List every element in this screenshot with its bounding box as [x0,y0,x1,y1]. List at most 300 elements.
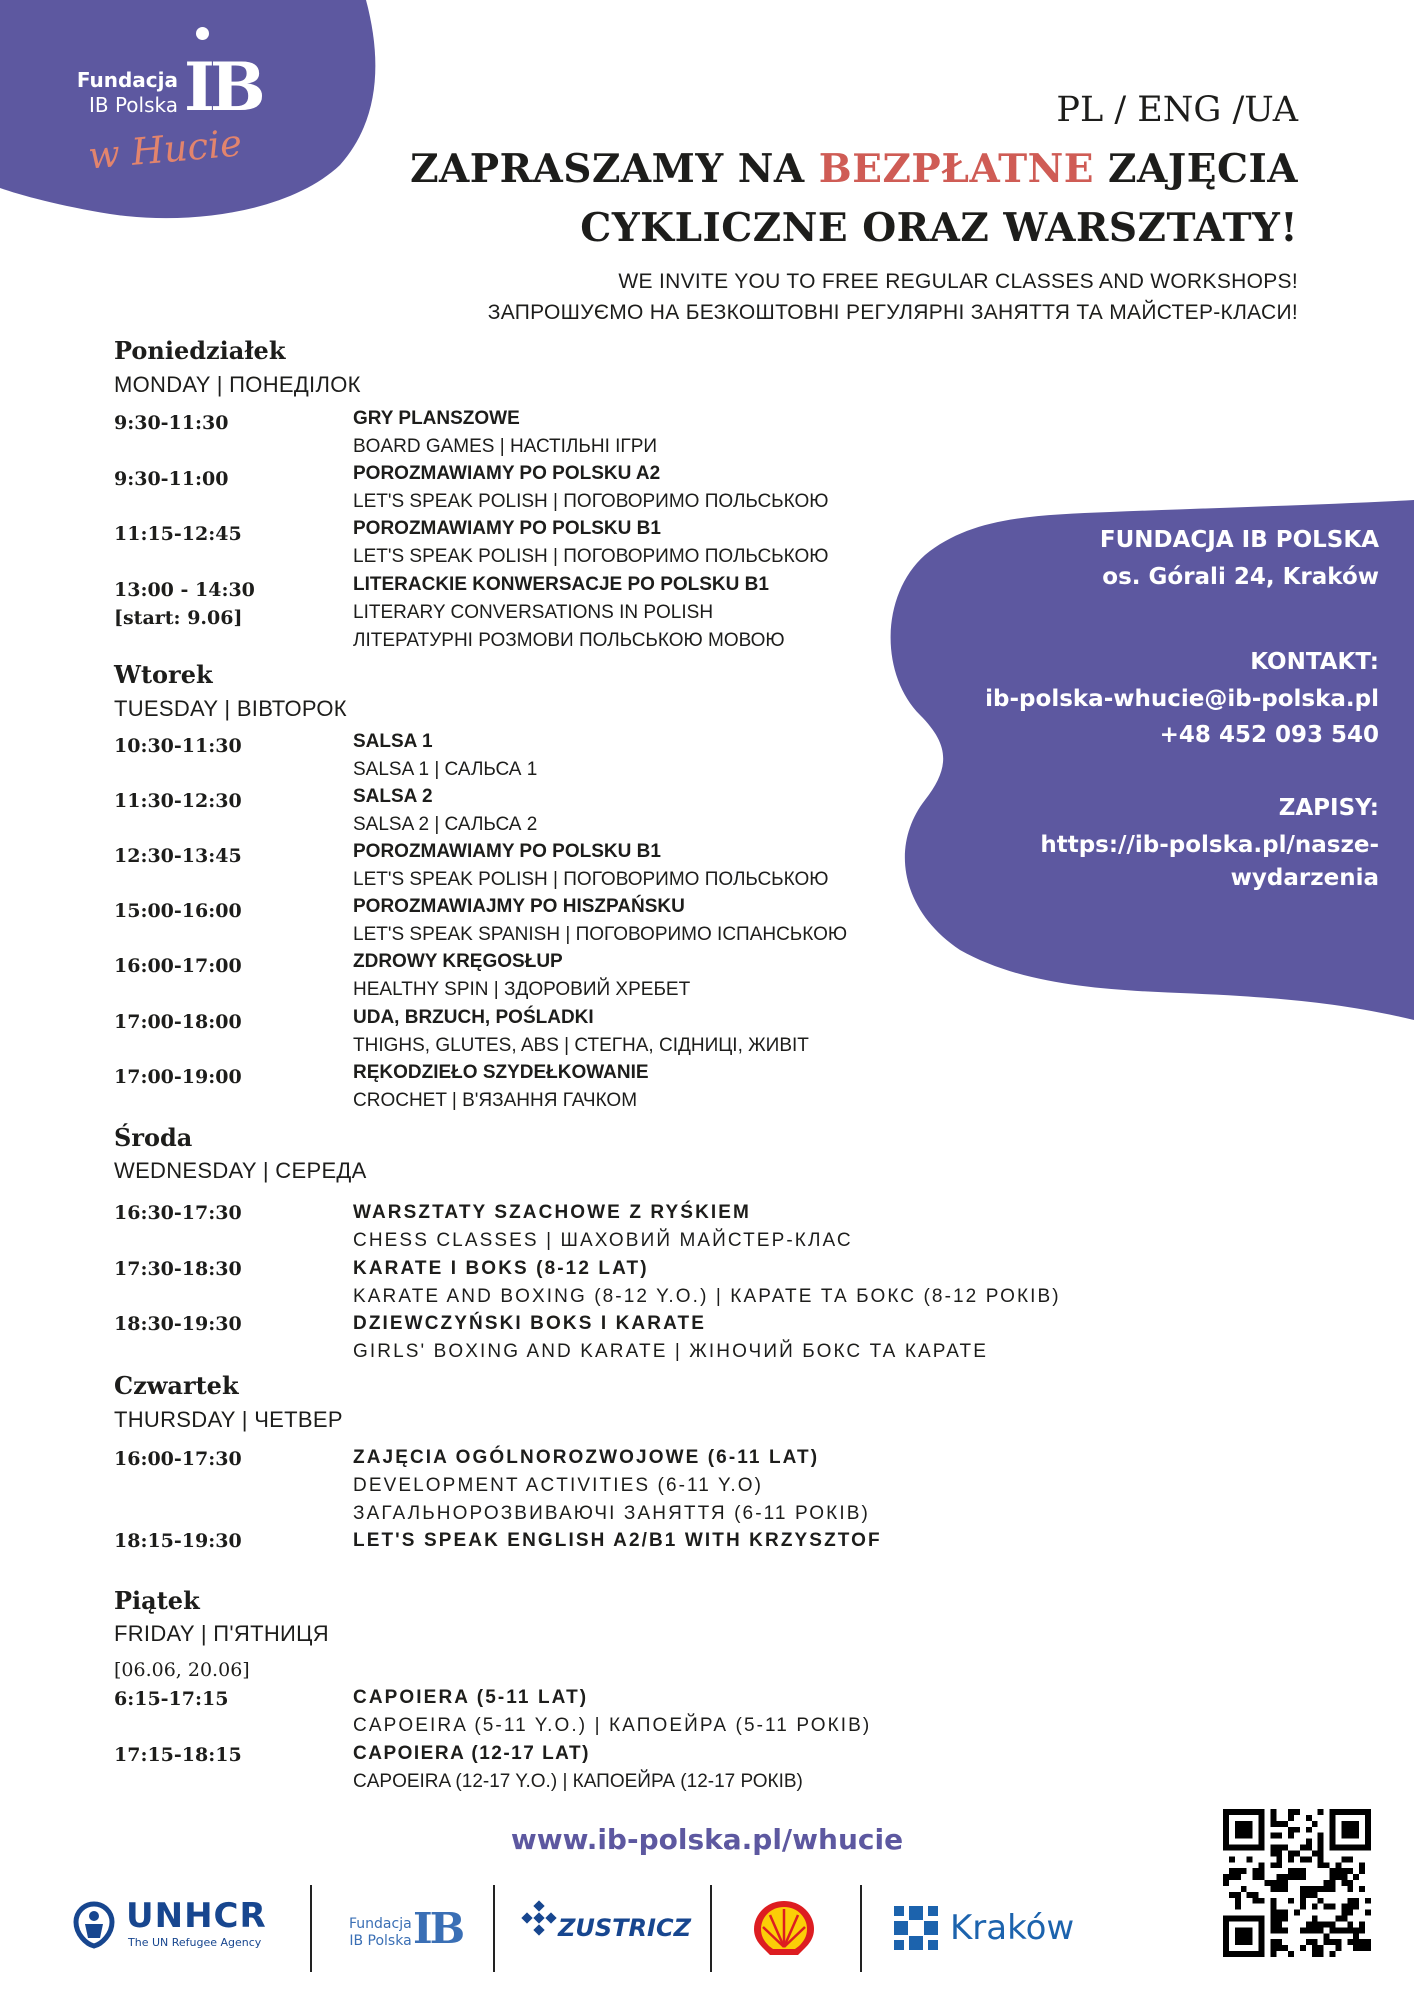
qr-module [1347,1910,1353,1916]
event-activity: POROZMAWIAMY PO POLSKU B1 LET'S SPEAK POLISH | ПОГОВОРИМО ПОЛЬСЬКОЮ [353,841,829,890]
qr-module [1223,1921,1229,1927]
event-time: 16:00-17:00 [114,955,242,977]
qr-module [1264,1880,1270,1886]
qr-module [1365,1845,1371,1851]
qr-module [1235,1927,1241,1933]
qr-module [1335,1868,1341,1874]
day-subtitle-thursday: THURSDAY | ЧЕТВЕР [114,1407,343,1432]
qr-module [1335,1927,1341,1933]
qr-module [1312,1821,1318,1827]
qr-module [1318,1862,1324,1868]
qr-module [1288,1951,1294,1957]
qr-module [1294,1827,1300,1833]
ib-footer-text: Fundacja IB Polska [349,1916,412,1949]
day-subtitle-friday: FRIDAY | П'ЯТНИЦЯ [114,1621,329,1646]
qr-module [1318,1898,1324,1904]
qr-module [1276,1856,1282,1862]
qr-module [1300,1898,1306,1904]
qr-module [1318,1945,1324,1951]
qr-module [1330,1927,1336,1933]
qr-module [1253,1951,1259,1957]
qr-module [1359,1862,1365,1868]
qr-module [1259,1868,1265,1874]
qr-module [1347,1821,1353,1827]
info-phone[interactable]: +48 452 093 540 [1159,722,1379,748]
qr-module [1365,1898,1371,1904]
event-activity: WARSZTATY SZACHOWE Z RYŚKIEM CHESS CLASSES | ШАХОВИЙ МАЙСТЕР-КЛАС [353,1202,853,1251]
qr-module [1312,1939,1318,1945]
separator [493,1885,495,1972]
separator [710,1885,712,1972]
qr-module [1270,1927,1276,1933]
qr-module [1223,1945,1229,1951]
shell-pecten-icon [750,1897,818,1959]
event-time: 12:30-13:45 [114,845,242,867]
qr-module [1300,1845,1306,1851]
languages: PL / ENG /UA [1056,90,1298,130]
qr-module [1241,1821,1247,1827]
qr-module [1270,1821,1276,1827]
qr-module [1318,1845,1324,1851]
qr-module [1306,1892,1312,1898]
qr-module [1347,1904,1353,1910]
qr-module [1306,1815,1312,1821]
headline-line-1: ZAPRASZAMY NA BEZPŁATNE ZAJĘCIA [410,146,1298,192]
event-time: 17:30-18:30 [114,1258,242,1280]
qr-module [1223,1874,1229,1880]
qr-module [1306,1921,1312,1927]
qr-module [1359,1927,1365,1933]
logo-ib-mark: IB [184,48,261,126]
day-title-friday: Piątek [114,1586,200,1615]
qr-module [1282,1916,1288,1922]
qr-module [1288,1827,1294,1833]
qr-module [1330,1839,1336,1845]
qr-module [1235,1892,1241,1898]
qr-module [1276,1939,1282,1945]
qr-module [1259,1898,1265,1904]
qr-module [1347,1868,1353,1874]
qr-module [1223,1880,1229,1886]
qr-module [1330,1921,1336,1927]
event-activity: POROZMAWIAJMY PO HISZPAŃSKU LET'S SPEAK SPANISH | ПОГОВОРИМО ІСПАНСЬКОЮ [353,896,848,945]
qr-module [1330,1886,1336,1892]
qr-module [1288,1809,1294,1815]
qr-module [1312,1945,1318,1951]
qr-module [1341,1927,1347,1933]
event-time: 6:15-17:15 [114,1688,229,1710]
qr-module [1270,1880,1276,1886]
qr-module [1270,1898,1276,1904]
qr-module [1300,1892,1306,1898]
qr-module [1353,1933,1359,1939]
qr-module [1241,1845,1247,1851]
qr-module [1235,1845,1241,1851]
zustricz-logo [518,1898,693,1958]
qr-module [1341,1874,1347,1880]
qr-module [1306,1845,1312,1851]
qr-module [1365,1839,1371,1845]
qr-module [1330,1809,1336,1815]
qr-module [1282,1880,1288,1886]
day-subtitle-monday: MONDAY | ПОНЕДІЛОК [114,372,361,397]
qr-module [1288,1833,1294,1839]
qr-module [1276,1821,1282,1827]
event-time: 15:00-16:00 [114,900,242,922]
event-time: 9:30-11:00 [114,468,229,490]
qr-module [1223,1821,1229,1827]
qr-module [1288,1898,1294,1904]
qr-module [1335,1916,1341,1922]
qr-module [1270,1945,1276,1951]
event-activity: SALSA 2 SALSA 2 | САЛЬСА 2 [353,786,538,835]
qr-module [1247,1845,1253,1851]
qr-module [1359,1868,1365,1874]
qr-module [1306,1827,1312,1833]
qr-module [1294,1874,1300,1880]
info-org: FUNDACJA IB POLSKA [1099,527,1379,553]
qr-module [1335,1862,1341,1868]
qr-module [1282,1845,1288,1851]
event-activity: GRY PLANSZOWE BOARD GAMES | НАСТІЛЬНІ ІГРИ [353,408,658,457]
qr-module [1270,1845,1276,1851]
qr-module [1365,1910,1371,1916]
ib-footer-mark: IB [413,1904,463,1953]
event-time: 13:00 - 14:30 [start: 9.06] [114,579,255,629]
qr-module [1247,1927,1253,1933]
event-time: 11:30-12:30 [114,790,242,812]
qr-module [1341,1827,1347,1833]
event-activity: KARATE I BOKS (8-12 LAT) KARATE AND BOXING (8-12 Y.O.) | КАРАТЕ ТА БОКС (8-12 РОКІВ) [353,1258,1061,1307]
qr-module [1318,1809,1324,1815]
qr-module [1359,1845,1365,1851]
event-time: 10:30-11:30 [114,735,242,757]
qr-module [1324,1904,1330,1910]
qr-module [1300,1904,1306,1910]
qr-module [1229,1856,1235,1862]
qr-module [1276,1886,1282,1892]
logo-script: w Hucie [86,121,244,178]
qr-module [1300,1945,1306,1951]
qr-module [1365,1815,1371,1821]
day-title-wednesday: Środa [114,1123,193,1152]
qr-module [1223,1833,1229,1839]
qr-module [1229,1892,1235,1898]
qr-module [1270,1815,1276,1821]
qr-module [1347,1939,1353,1945]
qr-module [1359,1939,1365,1945]
qr-module [1365,1827,1371,1833]
qr-module [1270,1916,1276,1922]
qr-module [1253,1898,1259,1904]
qr-module [1288,1868,1294,1874]
qr-module [1276,1916,1282,1922]
separator [860,1885,862,1972]
event-time: 9:30-11:30 [114,412,229,434]
qr-module [1318,1839,1324,1845]
qr-module [1312,1886,1318,1892]
event-activity: CAPOIERA (5-11 LAT) CAPOEIRA (5-11 Y.O.) | КАПОЕЙРА (5-11 РОКІВ) [353,1687,872,1736]
qr-module [1341,1868,1347,1874]
qr-module [1282,1821,1288,1827]
qr-module [1259,1833,1265,1839]
krakow-name: Kraków [950,1908,1075,1948]
qr-module [1288,1815,1294,1821]
qr-module [1306,1856,1312,1862]
qr-module [1241,1809,1247,1815]
qr-module [1312,1921,1318,1927]
qr-module [1341,1916,1347,1922]
qr-module [1247,1821,1253,1827]
qr-module [1247,1809,1253,1815]
qr-module [1318,1921,1324,1927]
qr-module [1235,1898,1241,1904]
qr-module [1229,1809,1235,1815]
friday-dates: [06.06, 20.06] [114,1659,250,1681]
qr-module [1282,1886,1288,1892]
qr-module [1300,1868,1306,1874]
qr-code[interactable] [1223,1809,1371,1957]
qr-module [1335,1874,1341,1880]
qr-module [1330,1880,1336,1886]
qr-module [1241,1827,1247,1833]
qr-module [1253,1916,1259,1922]
qr-module [1276,1945,1282,1951]
day-title-monday: Poniedziałek [114,336,286,365]
qr-module [1335,1945,1341,1951]
qr-module [1282,1927,1288,1933]
qr-module [1335,1809,1341,1815]
qr-module [1330,1833,1336,1839]
separator [310,1885,312,1972]
qr-module [1235,1868,1241,1874]
qr-module [1223,1951,1229,1957]
qr-module [1270,1951,1276,1957]
qr-module [1259,1927,1265,1933]
qr-module [1330,1868,1336,1874]
qr-module [1253,1845,1259,1851]
zustricz-name: ZUSTRICZ [558,1914,691,1942]
qr-module [1229,1845,1235,1851]
event-activity: CAPOIERA (12-17 LAT) CAPOEIRA (12-17 Y.O.) | КАПОЕЙРА (12-17 РОКІВ) [353,1743,803,1792]
qr-module [1330,1951,1336,1957]
unhcr-logo [70,1892,280,1962]
qr-module [1347,1921,1353,1927]
event-activity: RĘKODZIEŁO SZYDEŁKOWANIE CROCHET | В'ЯЗАННЯ ГАЧКОМ [353,1062,649,1111]
qr-module [1288,1850,1294,1856]
event-activity: DZIEWCZYŃSKI BOKS I KARATE GIRLS' BOXING AND KARATE | ЖІНОЧИЙ БОКС ТА КАРАТЕ [353,1313,989,1362]
qr-module [1259,1809,1265,1815]
event-activity: UDA, BRZUCH, POŚLADKI THIGHS, GLUTES, ABS | СТЕГНА, СІДНИЦІ, ЖИВІТ [353,1007,809,1056]
qr-module [1259,1939,1265,1945]
qr-module [1353,1821,1359,1827]
qr-module [1282,1910,1288,1916]
qr-module [1247,1856,1253,1862]
footer-url[interactable]: www.ib-polska.pl/whucie [510,1823,904,1856]
qr-module [1259,1874,1265,1880]
qr-module [1270,1809,1276,1815]
qr-module [1247,1916,1253,1922]
qr-module [1241,1886,1247,1892]
qr-module [1235,1904,1241,1910]
qr-module [1353,1927,1359,1933]
qr-module [1247,1939,1253,1945]
qr-module [1306,1927,1312,1933]
qr-module [1324,1880,1330,1886]
qr-module [1324,1939,1330,1945]
qr-module [1276,1874,1282,1880]
info-signup-link[interactable]: https://ib-polska.pl/nasze- wydarzenia [1040,832,1379,891]
qr-module [1259,1951,1265,1957]
qr-module [1282,1945,1288,1951]
qr-module [1312,1850,1318,1856]
qr-module [1306,1939,1312,1945]
qr-module [1259,1933,1265,1939]
qr-module [1324,1933,1330,1939]
event-time: 17:00-18:00 [114,1011,242,1033]
qr-module [1341,1821,1347,1827]
qr-module [1294,1809,1300,1815]
qr-module [1294,1850,1300,1856]
qr-module [1300,1874,1306,1880]
qr-module [1312,1927,1318,1933]
event-activity: SALSA 1 SALSA 1 | САЛЬСА 1 [353,731,538,780]
qr-module [1270,1939,1276,1945]
zustricz-mark-icon [518,1900,560,1942]
qr-module [1235,1827,1241,1833]
krakow-logo [894,1906,1094,1956]
event-activity: ZDROWY KRĘGOSŁUP HEALTHY SPIN | ЗДОРОВИЙ ХРЕБЕТ [353,951,691,1000]
qr-module [1318,1951,1324,1957]
qr-module [1253,1874,1259,1880]
qr-module [1353,1827,1359,1833]
unhcr-emblem-icon [70,1898,118,1950]
qr-module [1223,1809,1229,1815]
qr-module [1223,1845,1229,1851]
qr-module [1223,1939,1229,1945]
qr-module [1229,1874,1235,1880]
qr-module [1241,1868,1247,1874]
day-title-tuesday: Wtorek [114,660,213,689]
event-activity: LET'S SPEAK ENGLISH A2/B1 WITH KRZYSZTOF [353,1530,882,1551]
qr-module [1235,1939,1241,1945]
qr-module [1353,1898,1359,1904]
qr-module [1276,1845,1282,1851]
qr-module [1318,1833,1324,1839]
qr-module [1324,1862,1330,1868]
qr-module [1241,1951,1247,1957]
qr-module [1335,1845,1341,1851]
qr-module [1347,1845,1353,1851]
qr-module [1259,1815,1265,1821]
qr-module [1347,1927,1353,1933]
event-time: 16:00-17:30 [114,1448,242,1470]
event-time: 11:15-12:45 [114,523,242,545]
qr-module [1365,1945,1371,1951]
qr-module [1300,1886,1306,1892]
qr-module [1347,1809,1353,1815]
qr-module [1335,1939,1341,1945]
qr-module [1324,1886,1330,1892]
event-activity: LITERACKIE KONWERSACJE PO POLSKU B1 LITERARY CONVERSATIONS IN POLISH ЛІТЕРАТУРНІ РОЗМОВИ ПОЛЬСЬКОЮ МОВОЮ [353,574,785,651]
qr-module [1318,1850,1324,1856]
info-address: os. Górali 24, Kraków [1102,564,1379,590]
qr-module [1341,1845,1347,1851]
qr-module [1235,1951,1241,1957]
day-title-thursday: Czwartek [114,1371,239,1400]
qr-module [1330,1874,1336,1880]
qr-module [1223,1815,1229,1821]
event-activity: POROZMAWIAMY PO POLSKU B1 LET'S SPEAK POLISH | ПОГОВОРИМО ПОЛЬСЬКОЮ [353,518,829,567]
qr-module [1270,1921,1276,1927]
qr-module [1288,1874,1294,1880]
qr-module [1347,1898,1353,1904]
krakow-mark-icon [894,1906,938,1950]
qr-module [1259,1921,1265,1927]
qr-module [1235,1821,1241,1827]
qr-module [1347,1827,1353,1833]
qr-module [1359,1886,1365,1892]
qr-module [1259,1845,1265,1851]
qr-module [1347,1886,1353,1892]
qr-module [1276,1880,1282,1886]
qr-module [1276,1910,1282,1916]
qr-module [1341,1910,1347,1916]
unhcr-name: UNHCR [126,1896,267,1936]
qr-module [1259,1862,1265,1868]
qr-module [1341,1880,1347,1886]
info-email[interactable]: ib-polska-whucie@ib-polska.pl [985,686,1379,712]
qr-module [1353,1809,1359,1815]
qr-module [1270,1886,1276,1892]
qr-module [1229,1916,1235,1922]
qr-module [1270,1833,1276,1839]
qr-module [1229,1868,1235,1874]
event-time: 18:30-19:30 [114,1313,242,1335]
qr-module [1353,1845,1359,1851]
qr-module [1306,1839,1312,1845]
qr-module [1241,1927,1247,1933]
event-activity: POROZMAWIAMY PO POLSKU A2 LET'S SPEAK POLISH | ПОГОВОРИМО ПОЛЬСЬКОЮ [353,463,829,512]
qr-module [1341,1856,1347,1862]
qr-module [1253,1868,1259,1874]
qr-module [1312,1892,1318,1898]
qr-module [1347,1833,1353,1839]
qr-module [1235,1833,1241,1839]
qr-module [1241,1833,1247,1839]
qr-module [1259,1916,1265,1922]
qr-module [1276,1862,1282,1868]
qr-module [1282,1874,1288,1880]
qr-module [1318,1886,1324,1892]
headline-line-2: CYKLICZNE ORAZ WARSZTATY! [580,205,1298,251]
qr-module [1330,1845,1336,1851]
event-time: 17:00-19:00 [114,1066,242,1088]
qr-module [1330,1821,1336,1827]
event-time: 16:30-17:30 [114,1202,242,1224]
qr-module [1312,1916,1318,1922]
qr-module [1306,1886,1312,1892]
qr-module [1276,1833,1282,1839]
qr-module [1312,1951,1318,1957]
qr-module [1223,1916,1229,1922]
qr-module [1365,1939,1371,1945]
qr-module [1347,1856,1353,1862]
qr-module [1270,1862,1276,1868]
qr-module [1353,1833,1359,1839]
qr-module [1247,1833,1253,1839]
logo-dot [196,27,209,40]
